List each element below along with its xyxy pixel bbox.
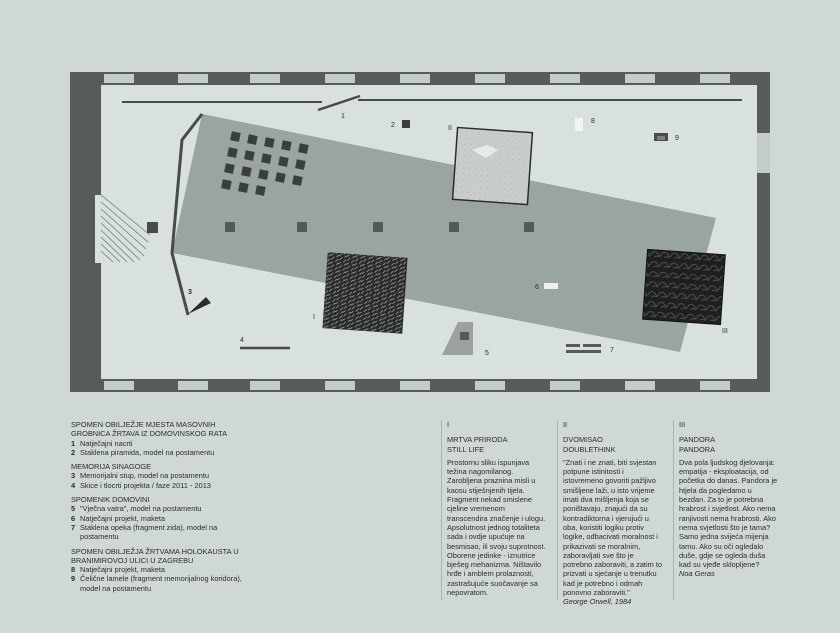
essay-title: MRTVA PRIRODA (447, 435, 508, 445)
legend-item (71, 565, 251, 574)
legend-item-num: 7 (71, 522, 76, 532)
essay-roman: II (563, 420, 568, 429)
legend-item (71, 504, 251, 513)
artwork-ii (453, 128, 533, 205)
legend-item-text: "Vječna vatra", model na postamentu (80, 504, 202, 514)
legend-item-text: Natječajni nacrti (80, 438, 133, 448)
plan-label-7: 7 (610, 347, 614, 354)
plan-label-2: 2 (391, 122, 395, 129)
legend-group-title: SPOMENIK DOMOVINI (71, 495, 150, 505)
legend-item-text: Čelične lamele (fragment memorijalnog koridora), model na postamentu (80, 574, 242, 593)
divider (441, 420, 442, 600)
legend-item-text: Staklena piramida, model na postamentu (80, 447, 215, 457)
legend-group (71, 547, 251, 593)
essay-subtitle: DOUBLETHINK (563, 444, 616, 454)
plan-label-roman-3: III (722, 328, 728, 335)
legend-group-title: SPOMEN OBILJEŽJE MJESTA MASOVNIH GROBNICA ŽRTAVA IZ DOMOVINSKOG RATA (71, 420, 228, 439)
essay-body: "Znati i ne znati, biti svjestan potpune istinitosti i istovremeno govoriti pažljivo smišljene laži, u isto vrijeme imati dva mišljenja koja se poništavaju, znajući da su kontradiktorna i vjerujući u oba, koristiti logiku protiv logike, odbacivati moralnost i prikazivati se moralnim, zaboravljati sve što je potrebno zaboraviti, a zatim to prizvati u sjećanje u trenutku kad je potrebno i odmah ponovno zaboraviti." (563, 457, 663, 598)
legend-item-text: Natječajni projekt, maketa (80, 513, 166, 523)
essay-subtitle: PANDORA (679, 444, 715, 454)
essay-column-i (447, 420, 547, 597)
divider (557, 420, 558, 600)
legend-item (71, 514, 251, 523)
essay-title: DVOMISAO (563, 435, 603, 445)
legend-group (71, 420, 251, 457)
divider (673, 420, 674, 600)
legend-item (71, 439, 251, 448)
plan-label-3: 3 (188, 289, 192, 296)
artwork-iii (643, 249, 726, 324)
legend-item-num: 4 (71, 480, 76, 490)
plan-label-roman-2: II (448, 125, 452, 132)
essay-author: George Orwell, 1984 (563, 597, 632, 607)
essay-author: Noa Geras (679, 569, 715, 579)
legend-item-num: 6 (71, 513, 76, 523)
essay-body: Prostornu sliku ispunjava težina nagomilanog. Zarobljena praznina misli u kaosu stiješnjenih tijela. Fragment nekad smislene cjeline vremenom transcendira značenje i ulogu. Apsolutnost jednog totaliteta sada i ovdje upućuje na besmisao, ili svoju suprotnost. Oborene jedinke - iznutrice bješeg mehanizma. Ništavilo hrđe i amblem prolaznosti, zastrašujuće suočavanje sa nepovratom. (447, 457, 546, 598)
wall-right (757, 72, 770, 392)
artwork-i (322, 252, 407, 333)
legend-item-num: 3 (71, 471, 76, 481)
legend-item (71, 481, 251, 490)
plan-label-9: 9 (675, 135, 679, 142)
essay-roman: III (679, 420, 686, 429)
legend-item-num: 5 (71, 504, 76, 514)
legend-item-text: Natječajni projekt, maketa (80, 565, 166, 575)
essay-column-ii (563, 420, 663, 607)
legend-item-text: Skice i tlocrti projekta / faze 2011 - 2013 (80, 480, 211, 490)
legend-item (71, 448, 251, 457)
legend-item (71, 471, 251, 480)
legend-item (71, 574, 251, 593)
legend (71, 420, 251, 598)
legend-group (71, 495, 251, 541)
door-right (757, 133, 770, 173)
legend-item-num: 2 (71, 447, 76, 457)
plan-label-8: 8 (591, 118, 595, 125)
legend-group-title: MEMORIJA SINAGOGE (71, 462, 152, 472)
legend-group-title: SPOMEN OBILJEŽJA ŽRTVAMA HOLOKAUSTA U BRANIMIROVOJ ULICI U ZAGREBU (71, 546, 239, 565)
exhibit-2-model (402, 120, 410, 128)
legend-group (71, 462, 251, 490)
plan-label-1: 1 (341, 113, 345, 120)
essay-body: Dva pola ljudskog djelovanja: empatija - eksploatacija, od početka do danas. Pandora je htjela da pogledamo u bezdan. Za to je potrebna hrabrost i svjetlost. Ako nema ranjivosti nema hrabrosti. Ako nema svjetlosti što je tama? Samo jedna svijeća mijenja tamu. Ako su oči ogledalo duše, gdje se ogleda duša kad su vjeđe sklopljene? (679, 457, 778, 570)
plan-label-4: 4 (240, 337, 244, 344)
plan-label-6: 6 (535, 284, 539, 291)
essay-subtitle: STILL LIFE (447, 444, 485, 454)
legend-item-num: 1 (71, 438, 76, 448)
exhibit-6-model (544, 283, 558, 289)
exhibit-8-model (575, 118, 583, 131)
essay-column-iii (679, 420, 779, 579)
exhibit-9-model (654, 133, 668, 141)
legend-item-num: 8 (71, 565, 76, 575)
essay-title: PANDORA (679, 435, 715, 445)
entrance-post (147, 222, 158, 233)
essay-roman: I (447, 420, 450, 429)
legend-item-num: 9 (71, 574, 76, 584)
legend-item (71, 523, 251, 542)
plan-label-5: 5 (485, 350, 489, 357)
plan-label-roman-1: I (313, 314, 315, 321)
legend-item-text: Memorijalni stup, model na postamentu (80, 471, 209, 481)
legend-item-text: Staklena opeka (fragment zida), model na postamentu (80, 522, 218, 542)
